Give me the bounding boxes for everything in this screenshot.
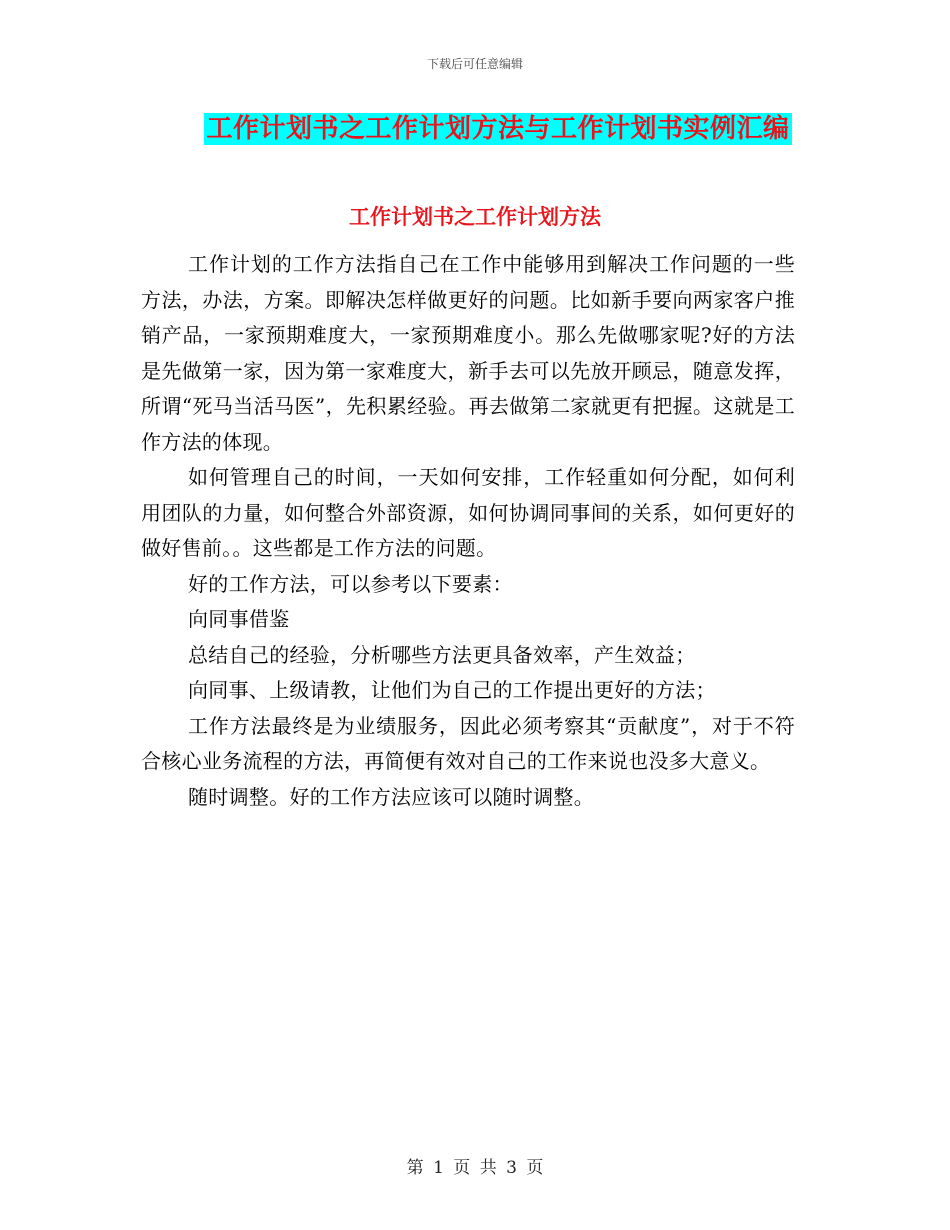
paragraph-7: 工作方法最终是为业绩服务，因此必须考察其“贡献度”，对于不符合核心业务流程的方法，再简便有效对自己的工作来说也没多大意义。 [141,713,795,773]
document-title: 工作计划书之工作计划方法与工作计划书实例汇编 [206,114,790,144]
paragraph-4: 向同事借鉴 [188,607,290,631]
paragraph-2: 如何管理自己的时间，一天如何安排，工作轻重如何分配，如何利用团队的力量，如何整合外部资源，如何协调同事间的关系，如何更好的做好售前。。这些都是工作方法的问题。 [141,465,795,560]
paragraph-1: 工作计划的工作方法指自己在工作中能够用到解决工作问题的一些方法，办法，方案。即解决怎样做更好的问题。比如新手要向两家客户推销产品，一家预期难度大，一家预期难度小。那么先做哪家呢?好的方法是先做第一家，因为第一家难度大，新手去可以先放开顾忌，随意发挥，所谓“死马当活马医”，先积累经验。再去做第二家就更有把握。这就是工作方法的体现。 [141,252,795,454]
header-note: 下载后可任意编辑 [426,57,523,71]
document-title-container [0,113,950,145]
page-number-footer: 第 1 页 共 3 页 [406,1158,544,1178]
paragraph-8: 随时调整。好的工作方法应该可以随时调整。 [188,784,594,809]
paragraph-5: 总结自己的经验，分析哪些方法更具备效率，产生效益； [188,642,696,667]
paragraph-6: 向同事、上级请教，让他们为自己的工作提出更好的方法； [188,678,716,702]
paragraph-3: 好的工作方法，可以参考以下要素： [188,571,513,596]
document-body [141,247,795,815]
section-title: 工作计划书之工作计划方法 [349,205,601,229]
